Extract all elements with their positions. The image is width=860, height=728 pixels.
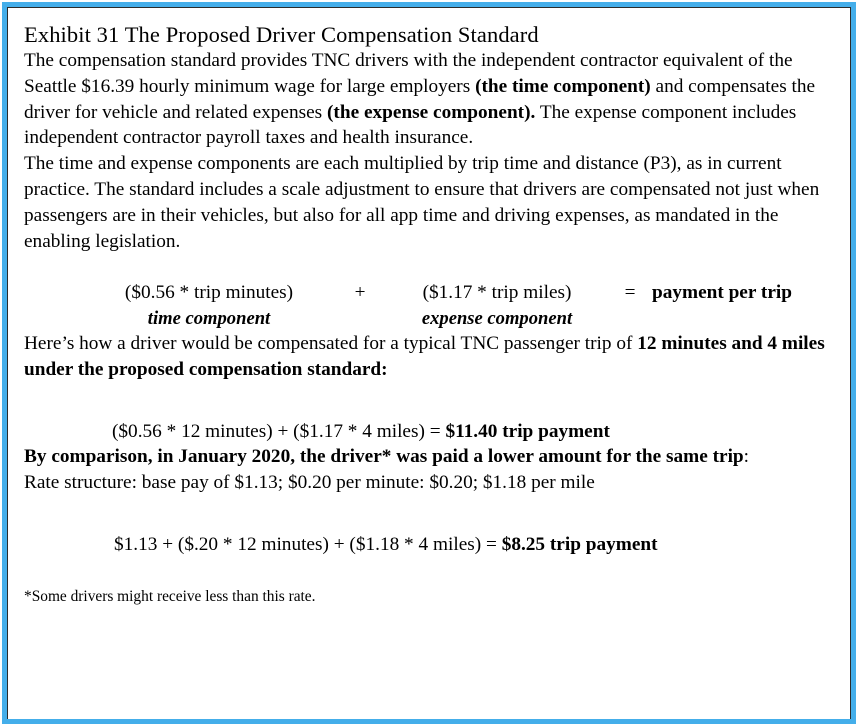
formula-example-old-result: $8.25 trip payment — [501, 533, 658, 555]
formula-general-expense-term: ($1.17 * trip miles) — [422, 281, 572, 303]
formula-example-new — [24, 419, 834, 444]
footnote: *Some drivers might receive less than this rate. — [24, 587, 316, 605]
exhibit-inner-border — [7, 7, 851, 719]
paragraph-3-part-1: Here’s how a driver would be compensated for a typical TNC passenger trip of — [24, 333, 638, 355]
formula-general-equals: = — [624, 281, 636, 303]
paragraph-scale-adjustment: The time and expense components are each multiplied by trip time and distance (P3), as in current practice. The standard includes a scale adjustment to ensure that drivers are compensated not just when passengers are in their vehicles, but also for all app time and driving expenses, as mandated in the enabling legislation. — [24, 153, 820, 252]
formula-example-new-expression: ($0.56 * 12 minutes) + ($1.17 * 4 miles) = — [112, 420, 446, 442]
paragraph-1-bold-expense-component: (the expense component). — [327, 101, 536, 123]
comparison-bold-text: By comparison, in January 2020, the driver* was paid a lower amount for the same trip — [24, 445, 744, 467]
paragraph-1-part-1: The compensation standard provides TNC drivers with the independent contractor equivalent of the Seattle $16.39 hourly minimum wage for large employers — [24, 49, 793, 97]
paragraph-3-bold-trip-details: 12 minutes and 4 miles under the proposed compensation standard: — [24, 333, 825, 380]
formula-example-old — [24, 532, 834, 557]
formula-general-labels — [84, 307, 834, 331]
formula-general-operator: + — [354, 281, 366, 303]
rate-structure-line: Rate structure: base pay of $1.13; $0.20 per minute: $0.20; $1.18 per mile — [24, 471, 595, 493]
formula-general-time-label: time component — [147, 308, 271, 330]
formula-general-row — [84, 281, 834, 306]
formula-general-label-gap — [334, 307, 386, 331]
formula-general-expense-label: expense component — [421, 308, 573, 330]
paragraph-typical-trip — [24, 331, 834, 383]
exhibit-content — [8, 8, 850, 607]
formula-general-result: payment per trip — [652, 281, 792, 303]
paragraph-comparison — [24, 444, 834, 470]
paragraph-1-part-2: and compensates the driver for vehicle and related expenses — [24, 75, 816, 123]
formula-general-time-term: ($0.56 * trip minutes) — [124, 281, 294, 303]
exhibit-box — [2, 2, 856, 724]
formula-example-old-expression: $1.13 + ($.20 * 12 minutes) + ($1.18 * 4 miles) = — [114, 533, 502, 555]
formula-example-new-result: $11.40 trip payment — [445, 420, 610, 442]
paragraph-1-part-3: The expense component includes independent contractor payroll taxes and health insurance. — [24, 101, 797, 149]
exhibit-title: Exhibit 31 The Proposed Driver Compensation Standard — [24, 22, 539, 47]
formula-general — [24, 281, 834, 331]
comparison-tail: : — [743, 445, 750, 467]
paragraph-1-bold-time-component: (the time component) — [475, 75, 651, 97]
paragraph-compensation-standard — [24, 48, 834, 151]
